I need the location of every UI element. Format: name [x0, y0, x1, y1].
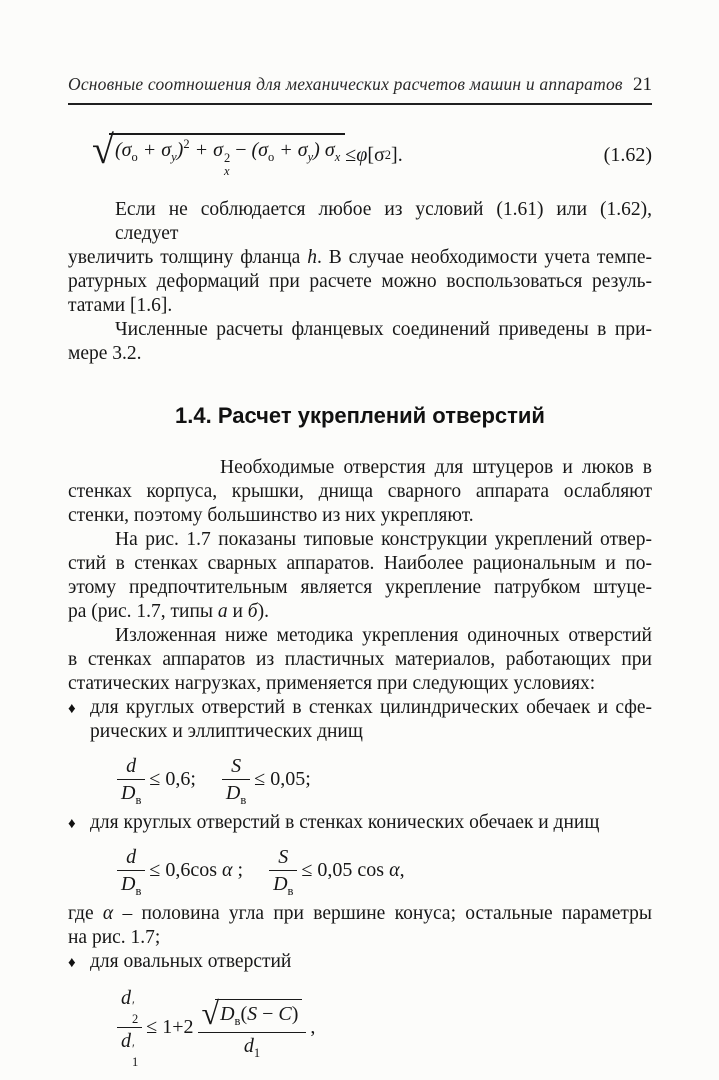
fraction-S-Dv: $\frac{S}{D_в}$: [222, 755, 250, 804]
variable-alpha: α: [102, 903, 114, 924]
bullet-item-round-cylindrical: [68, 696, 652, 744]
text-line: на рис. 1.7;: [68, 927, 161, 948]
radical-sign-icon: √: [201, 994, 220, 1031]
fraction-sqrt-d1: √ $D_в(S - C)$ $d_1$: [198, 999, 307, 1057]
diamond-bullet-icon: ♦: [68, 955, 76, 971]
text-line: стий в стенках сварных аппаратов. Наиболее рациональным и по-: [68, 553, 652, 574]
diamond-bullet-icon: ♦: [68, 701, 76, 717]
sqrt-radical: √ $(\sigma_о + \sigma_y)^2 + \sigma$ 2 x − $(\sigma_о + \sigma_y)$ $\sigma_x$: [92, 133, 345, 177]
formula-conical-openings: $\frac{d}{D_в}$ ≤ 0,6cos α ; $\frac{S}{D_в}$ ≤ 0,05 cos α,: [115, 846, 652, 895]
running-title: Основные соотношения для механических расчетов машин и аппаратов: [68, 74, 623, 94]
fraction-d-Dv: $\frac{d}{D_в}$: [117, 846, 145, 895]
section-heading: 1.4. Расчет укреплений отверстий: [175, 403, 545, 428]
text-line: для круглых отверстий в стенках цилиндрических обечаек и сфе-: [90, 697, 652, 718]
text-line: мере 3.2.: [68, 343, 142, 364]
page-content: [68, 74, 652, 1075]
text-line: Численные расчеты фланцевых соединений приведены в при-: [115, 319, 652, 340]
formula-oval-openings: d ′ 2 d ′ 1 ≤ 1+2 √ $D_в(S - C)$ $d_1$ ,: [115, 987, 652, 1068]
variable-h: h: [307, 247, 317, 268]
fraction-S-Dv: $\frac{S}{D_в}$: [269, 846, 297, 895]
bullet-item-oval: [68, 950, 652, 974]
text-line: Необходимые отверстия для штуцеров и люков в: [220, 457, 652, 478]
text-line: рических и эллиптических днищ: [90, 721, 363, 742]
text-line: стенки, поэтому большинство из них укрепляют.: [68, 505, 474, 526]
text-line: татами [1.6].: [68, 295, 173, 316]
text-line: стенках корпуса, крышки, днища сварного аппарата ослабляют: [68, 481, 652, 502]
text-line: увеличить толщину фланца h. В случае необходимости учета темпе-: [68, 247, 653, 268]
text-line: где α – половина угла при вершине конуса; остальные параметры: [68, 903, 652, 924]
text-line: На рис. 1.7 показаны типовые конструкции укреплений отвер-: [115, 529, 652, 550]
paragraph-where-alpha: [68, 902, 652, 950]
fraction-d2-d1: d ′ 2 d ′ 1: [117, 987, 142, 1068]
fraction-d-Dv: $\frac{d}{D_в}$: [117, 755, 145, 804]
text-line: для овальных отверстий: [90, 951, 292, 972]
text-line: в стенках аппаратов из пластичных материалов, работающих при: [68, 649, 652, 670]
paragraph-figure-17: [68, 528, 652, 624]
variable-a: а: [217, 601, 228, 622]
page-number: 21: [633, 74, 652, 95]
text-line: для круглых отверстий в стенках конических обечаек и днищ: [90, 812, 600, 833]
equation-162-row: [68, 129, 652, 181]
radical-sign-icon: √: [92, 127, 114, 172]
variable-b: б: [247, 601, 258, 622]
diamond-bullet-icon: ♦: [68, 816, 76, 832]
paragraph-openings: [68, 456, 652, 528]
paragraph-numeric-examples: [68, 318, 652, 366]
equation-162: √ $(\sigma_о + \sigma_y)^2 + \sigma$ 2 x − $(\sigma_о + \sigma_y)$ $\sigma_x$ ≤ φ [σ 2 ].: [92, 127, 403, 178]
text-line: статических нагрузках, применяется при следующих условиях:: [68, 673, 596, 694]
text-line: Изложенная ниже методика укрепления одиночных отверстий: [115, 625, 652, 646]
equation-number: (1.62): [603, 143, 652, 166]
text-line: Если не соблюдается любое из условий (1.61) или (1.62), следует: [115, 199, 652, 244]
text-line: этому предпочтительным является укрепление патрубком штуце-: [68, 577, 652, 598]
formula-round-openings: $\frac{d}{D_в}$ ≤ 0,6; $\frac{S}{D_в}$ ≤ 0,05;: [115, 755, 652, 804]
bullet-item-round-conical: [68, 811, 652, 835]
text-line: ра (рис. 1.7, типы а и б).: [68, 601, 269, 622]
text-line: ратурных деформаций при расчете можно воспользоваться резуль-: [68, 271, 652, 292]
paragraph-method: [68, 624, 652, 696]
header-rule: [68, 103, 652, 105]
paragraph-flange-note: [68, 198, 652, 318]
running-head: [68, 74, 652, 96]
